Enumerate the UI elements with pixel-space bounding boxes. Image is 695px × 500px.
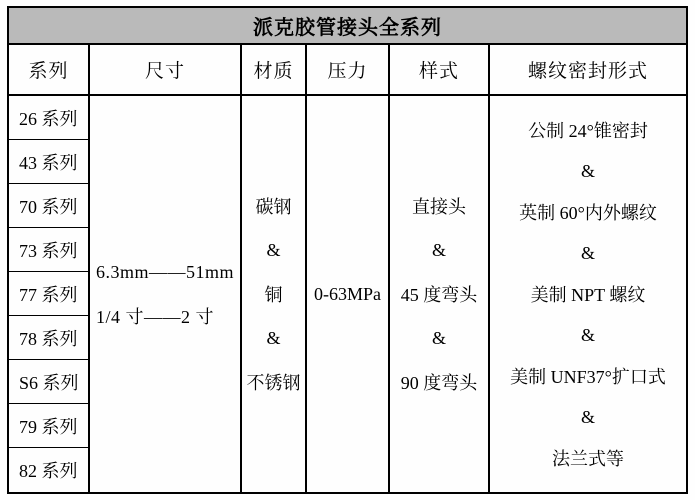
series-cell: 77 系列 — [9, 272, 88, 316]
series-cell: 82 系列 — [19, 461, 78, 481]
series-column — [9, 96, 90, 492]
table-title-bar — [9, 8, 686, 45]
col-header-size: 尺寸 — [90, 45, 242, 94]
thread-seal-item: 美制 UNF37°扩口式 — [510, 367, 666, 387]
col-header-thread-seal: 螺纹密封形式 — [527, 61, 648, 82]
material-item: 碳钢 — [255, 197, 292, 217]
style-item: 45 度弯头 — [400, 285, 478, 305]
series-cell: 43 系列 — [9, 140, 88, 184]
ampersand-separator: & — [431, 327, 446, 348]
ampersand-separator: & — [580, 406, 595, 427]
thread-seal-item: 美制 NPT 螺纹 — [530, 285, 646, 305]
size-cell — [90, 96, 242, 492]
col-header-style: 样式 — [390, 45, 490, 94]
thread-seal-cell — [490, 96, 686, 492]
series-cell: S6 系列 — [9, 360, 88, 404]
header-row — [9, 45, 686, 96]
ampersand-separator: & — [431, 239, 446, 260]
size-inch-range: 1/4 寸——2 寸 — [96, 307, 215, 327]
series-cell: 73 系列 — [9, 228, 88, 272]
material-item: 不锈钢 — [246, 373, 301, 393]
col-header-pressure: 压力 — [307, 45, 390, 94]
ampersand-separator: & — [266, 239, 281, 260]
thread-seal-item: 公制 24°锥密封 — [528, 121, 648, 141]
col-header-series: 系列 — [9, 45, 90, 94]
ampersand-separator: & — [266, 327, 281, 348]
series-cell: 70 系列 — [9, 184, 88, 228]
pressure-value: 0-63MPa — [314, 283, 381, 304]
table-title: 派克胶管接头全系列 — [253, 17, 442, 39]
series-cell: 79 系列 — [9, 404, 88, 448]
style-item: 90 度弯头 — [400, 373, 478, 393]
spec-table — [7, 6, 688, 494]
size-mm-range: 6.3mm——51mm — [96, 261, 235, 282]
series-cell: 26 系列 — [9, 96, 88, 140]
style-cell — [390, 96, 490, 492]
col-header-material: 材质 — [242, 45, 307, 94]
series-cell: 78 系列 — [9, 316, 88, 360]
ampersand-separator: & — [580, 242, 595, 263]
ampersand-separator: & — [580, 324, 595, 345]
material-item: 铜 — [264, 285, 283, 305]
thread-seal-item: 英制 60°内外螺纹 — [519, 203, 657, 223]
material-cell — [242, 96, 307, 492]
table-body — [9, 96, 686, 492]
style-item: 直接头 — [412, 197, 466, 217]
thread-seal-item: 法兰式等 — [552, 449, 624, 469]
pressure-cell — [307, 96, 390, 492]
ampersand-separator: & — [580, 160, 595, 181]
